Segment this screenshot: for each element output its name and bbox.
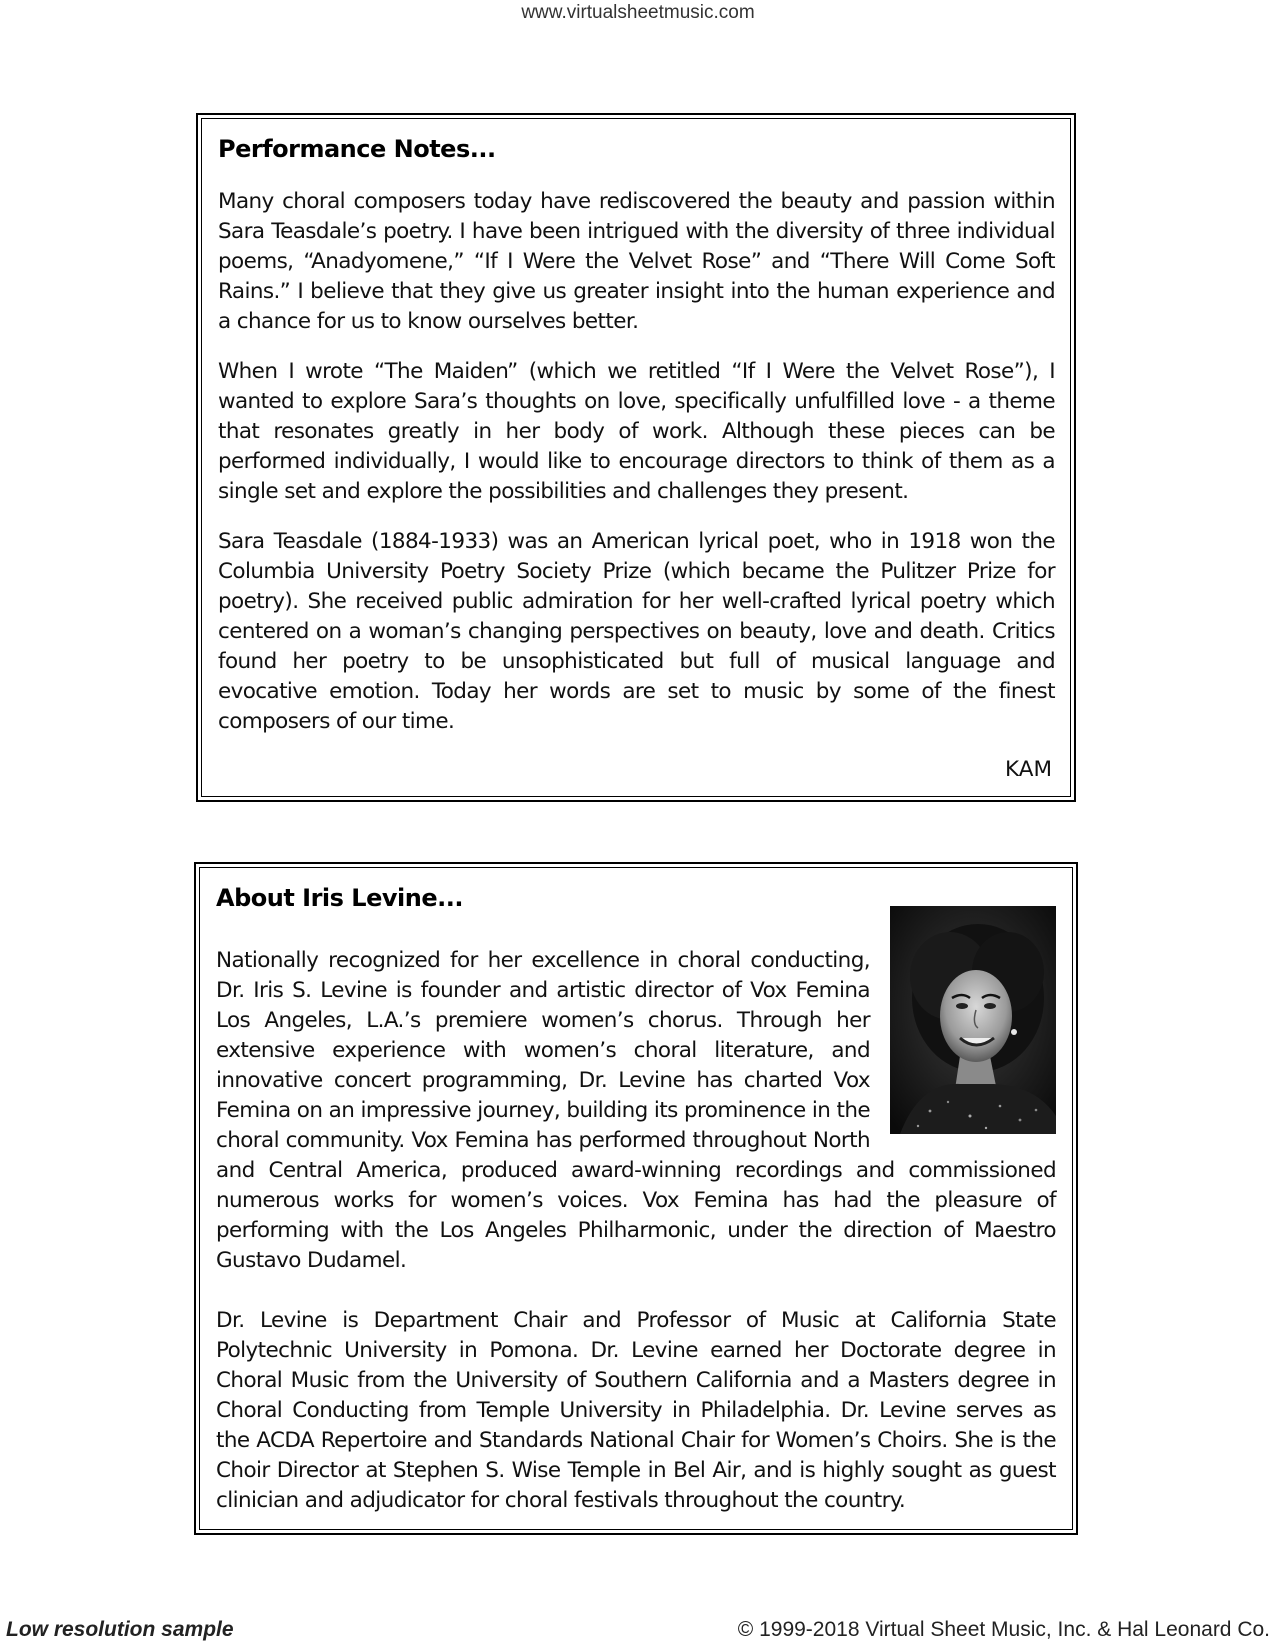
site-url: www.virtualsheetmusic.com — [521, 2, 755, 23]
about-paragraph-1: Nationally recognized for her excellence in choral conducting, Dr. Iris S. Levine is founder and artistic director of Vox Femina Los Angeles, L.A.’s premiere women’s chorus. Through her extensive experience with women’s choral literature, and innovative concert programming, Dr. Levine has charted Vox Femina on an impressive journey, building its prominence in the choral community. Vox Femina has performed throughout North and Central America, produced award-winning recordings and commissioned numerous works for women’s voices. Vox Femina has had the pleasure of performing with the Los Angeles Philharmonic, under the direction of Maestro Gustavo Dudamel. — [216, 948, 1056, 1273]
performance-notes-paragraph-1: Many choral composers today have rediscovered the beauty and passion within Sara Teasdale’s poetry. I have been intrigued with the diversity of three individual poems, “Anadyomene,” “If I Were the Velvet Rose” and “There Will Come Soft Rains.” I believe that they give us greater insight into the human experience and a chance for us to know ourselves better. — [218, 189, 1055, 334]
performance-notes-title: Performance Notes... — [218, 135, 496, 163]
about-paragraph-2: Dr. Levine is Department Chair and Professor of Music at California State Polytechnic University in Pomona. Dr. Levine earned her Doctorate degree in Choral Music from the University of Southern California and a Masters degree in Choral Conducting from Temple University in Philadelphia. Dr. Levine serves as the ACDA Repertoire and Standards National Chair for Women’s Choirs. She is the Choir Director at Stephen S. Wise Temple in Bel Air, and is highly sought as guest clinician and adjudicator for choral festivals throughout the country. — [216, 1308, 1056, 1513]
about-box — [194, 862, 1078, 1535]
performance-notes-body — [218, 187, 1055, 757]
low-resolution-label: Low resolution sample — [6, 1618, 234, 1641]
performance-notes-signature: KAM — [1005, 757, 1052, 782]
performance-notes-paragraph-3: Sara Teasdale (1884-1933) was an American lyrical poet, who in 1918 won the Columbia University Poetry Society Prize (which became the Pulitzer Prize for poetry). She received public admiration for her well-crafted lyrical poetry which centered on a woman’s changing perspectives on beauty, love and death. Critics found her poetry to be unsophisticated but full of musical language and evocative emotion. Today her words are set to music by some of the finest composers of our time. — [218, 529, 1055, 734]
performance-notes-paragraph-2: When I wrote “The Maiden” (which we retitled “If I Were the Velvet Rose”), I wanted to explore Sara’s thoughts on love, specifically unfulfilled love - a theme that resonates greatly in her body of work. Although these pieces can be performed individually, I would like to encourage directors to think of them as a single set and explore the possibilities and challenges they present. — [218, 359, 1055, 504]
portrait-photo — [890, 906, 1056, 1134]
about-title: About Iris Levine... — [216, 884, 463, 912]
performance-notes-box — [196, 113, 1076, 802]
copyright-notice: © 1999-2018 Virtual Sheet Music, Inc. & Hal Leonard Co. — [737, 1618, 1270, 1641]
about-body — [216, 946, 1056, 1546]
